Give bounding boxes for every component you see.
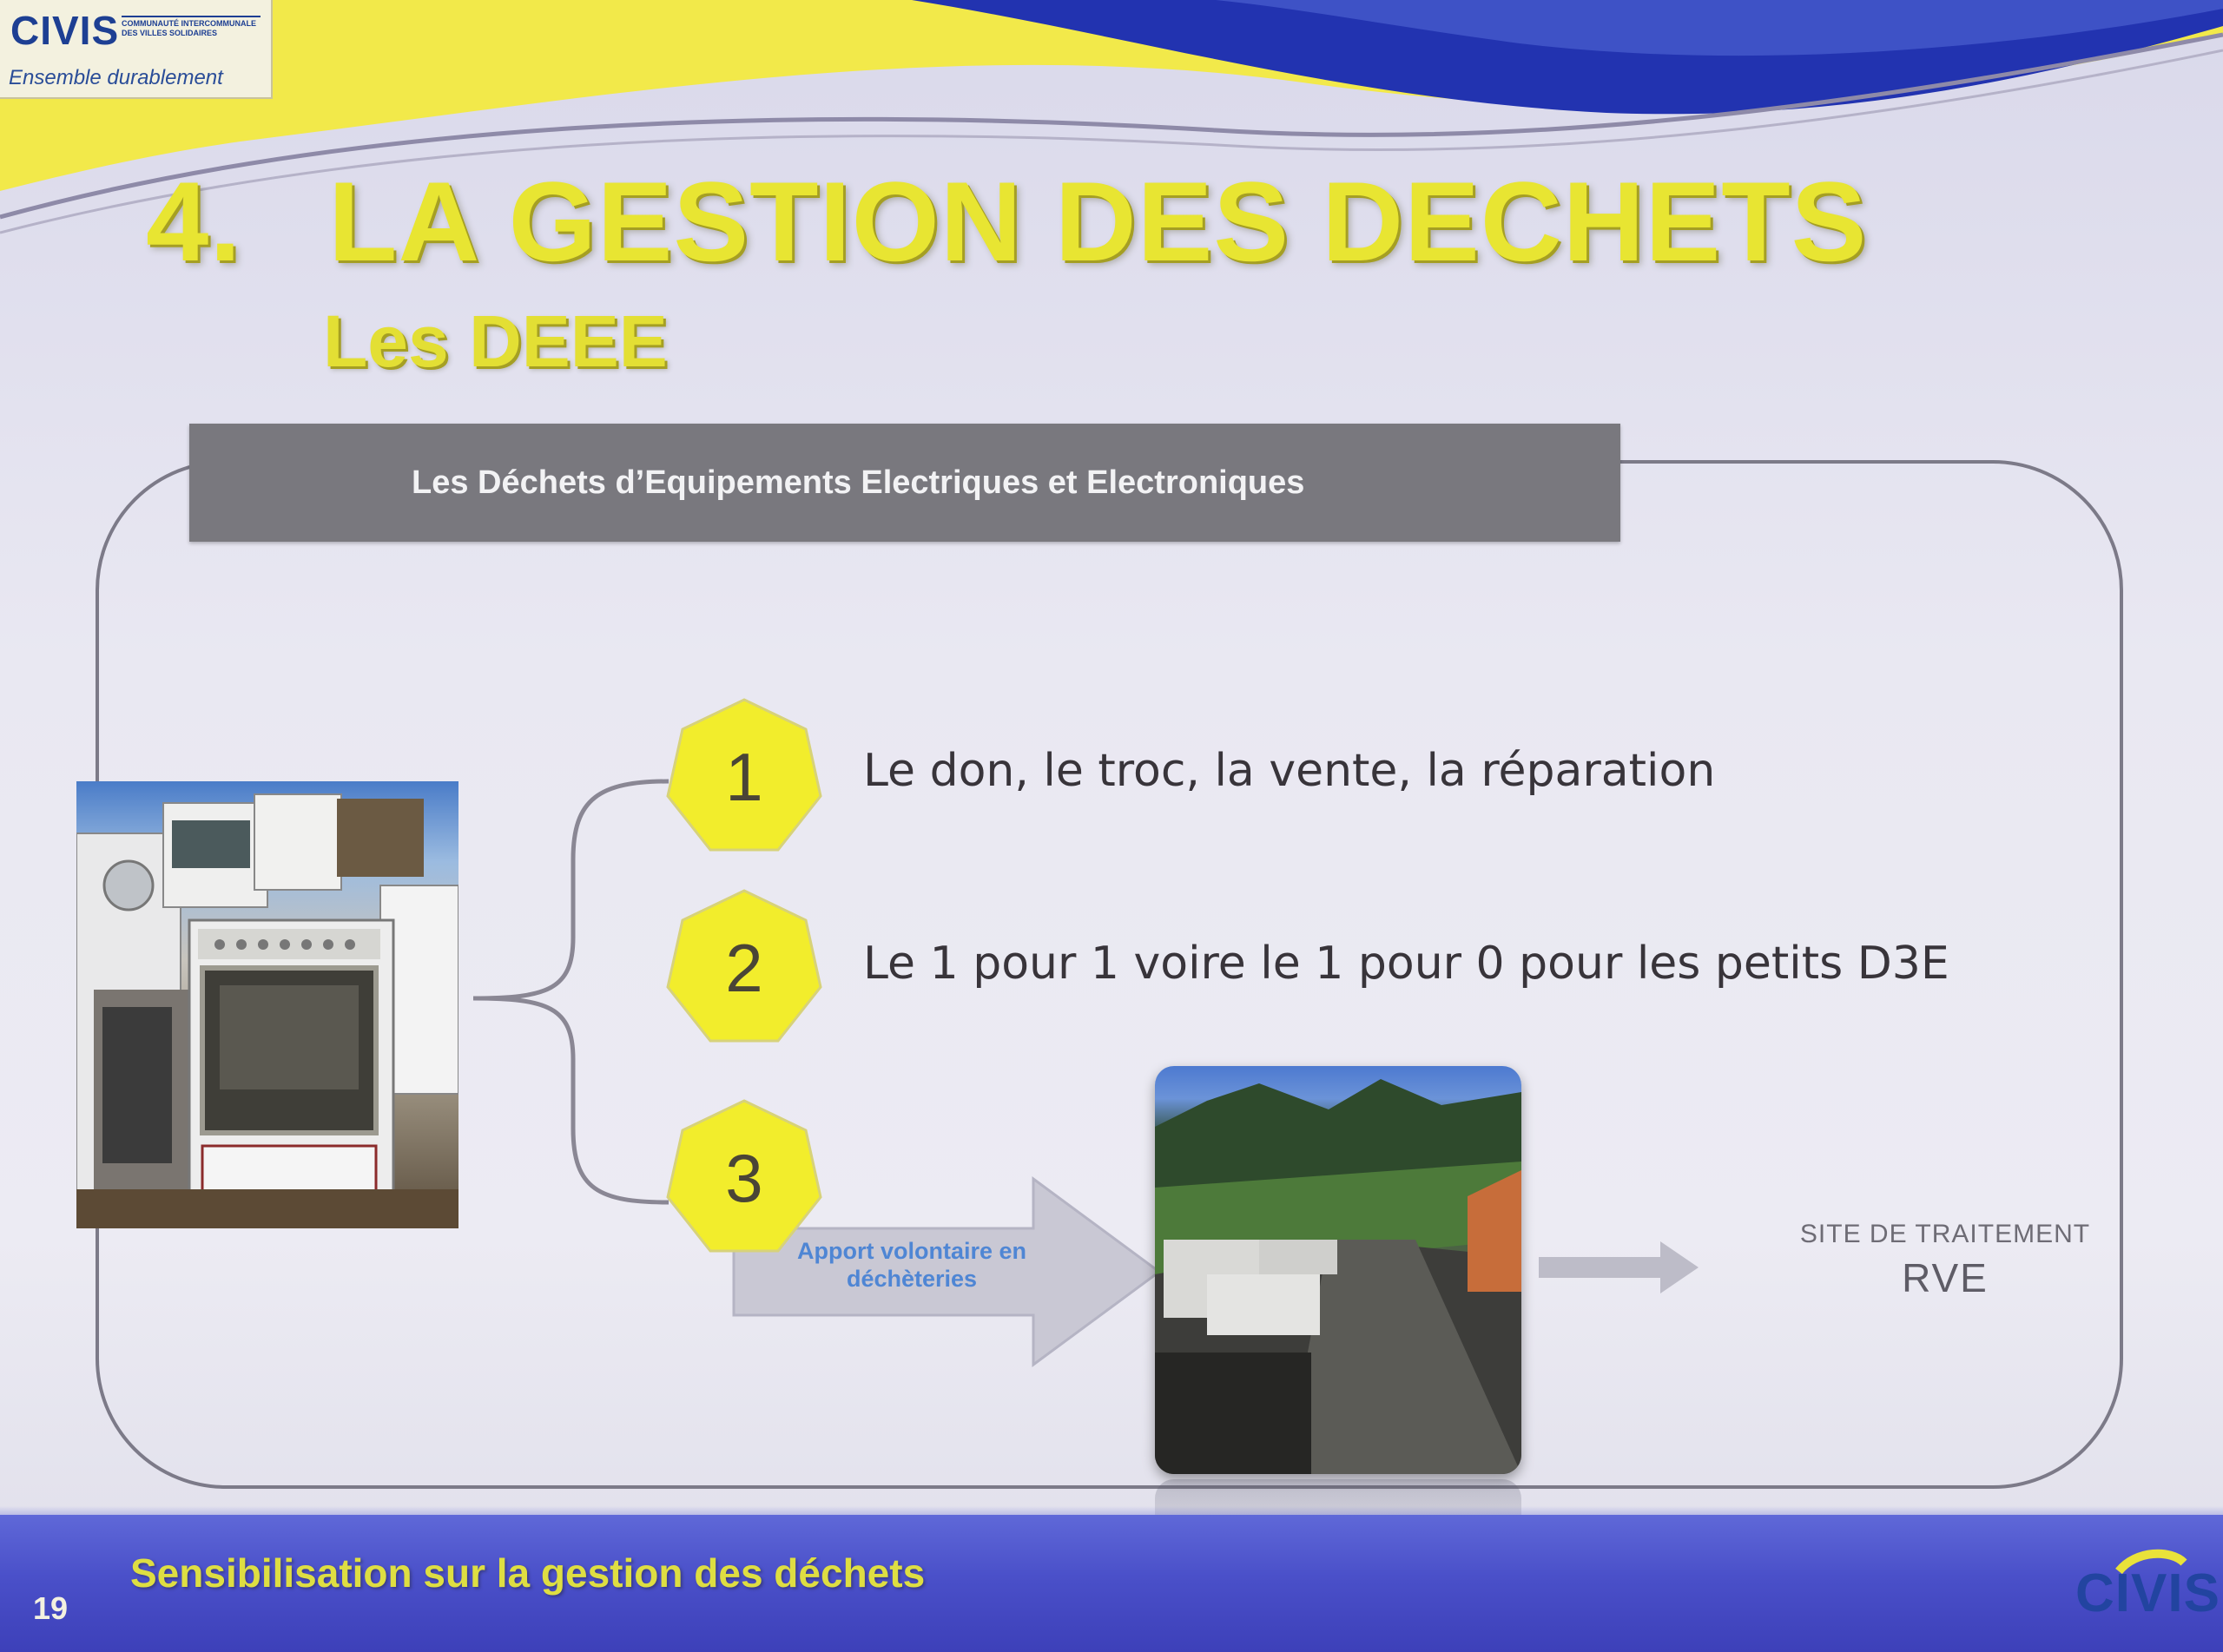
slide-number: 19 — [33, 1590, 69, 1626]
step-3-number: 3 — [725, 1139, 763, 1216]
step-2-number: 2 — [725, 929, 763, 1006]
logo-subtitle: COMMUNAUTÉ INTERCOMMUNALE DES VILLES SOLIDAIRES — [122, 16, 261, 38]
dropoff-label: Apport volontaire en déchèteries — [796, 1238, 1026, 1292]
slide-subtitle: Les DEEE — [323, 300, 668, 382]
section-banner — [189, 424, 1620, 542]
appliances-illustration — [76, 781, 458, 1228]
step-1-badge — [662, 694, 827, 859]
curly-bracket — [469, 764, 695, 1215]
title-number: 4. — [146, 158, 242, 285]
slide-title — [146, 156, 1867, 286]
civis-logo — [0, 0, 273, 99]
footer-caption: Sensibilisation sur la gestion des déchets — [130, 1550, 926, 1596]
logo-tagline: Ensemble durablement — [9, 66, 223, 89]
appliances-photo — [76, 781, 458, 1228]
step-1-number: 1 — [725, 738, 763, 815]
footer-logo: CIVIS — [2075, 1563, 2220, 1623]
step-3-badge — [662, 1096, 827, 1260]
waste-center-photo — [1155, 1066, 1521, 1474]
banner-text: Les Déchets d’Equipements Electriques et Electroniques — [412, 464, 1305, 501]
step-1-text: Le don, le troc, la vente, la réparation — [863, 745, 1716, 797]
title-text: LA GESTION DES DECHETS — [328, 158, 1868, 285]
small-arrow-shape — [1539, 1240, 1700, 1295]
step-2-text: Le 1 pour 1 voire le 1 pour 0 pour les petits D3E — [863, 938, 1949, 990]
waste-center-illustration — [1155, 1066, 1521, 1474]
treatment-site-name: RVE — [1902, 1255, 1989, 1300]
step-2-badge — [662, 885, 827, 1050]
logo-name: CIVIS — [10, 8, 120, 53]
treatment-site-label: SITE DE TRAITEMENT — [1799, 1220, 2091, 1248]
